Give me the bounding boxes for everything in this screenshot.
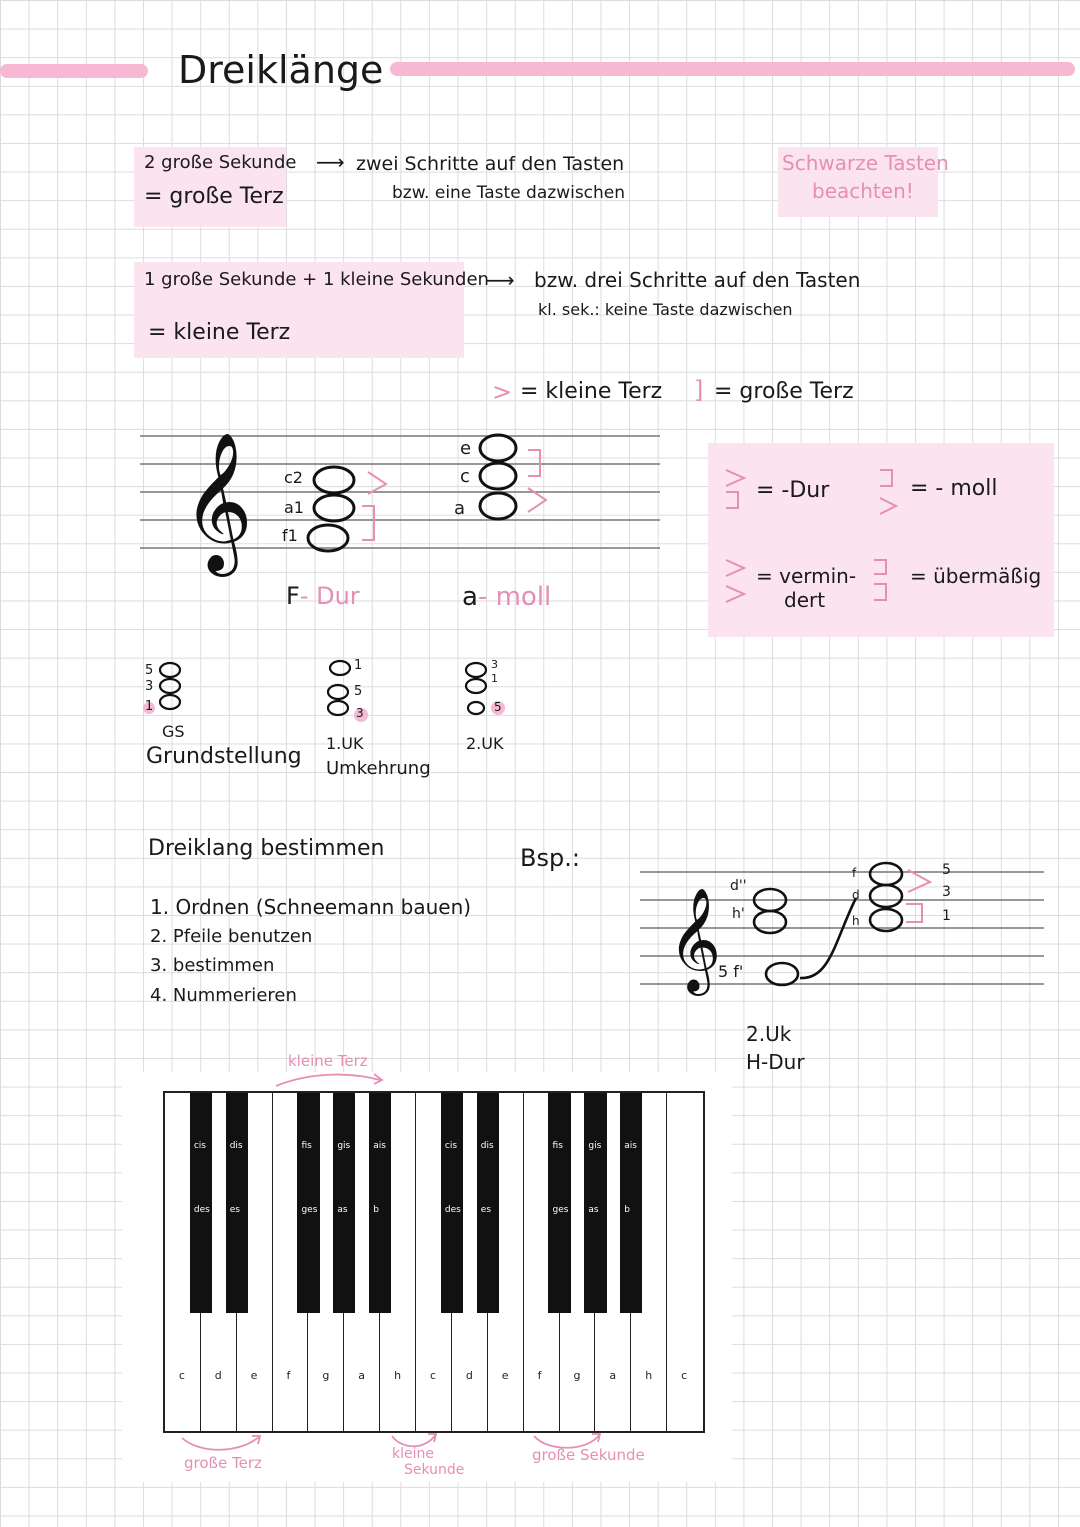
white-key-label: f [537, 1369, 542, 1382]
black-key[interactable] [369, 1093, 391, 1313]
black-key-flat-label: des [444, 1205, 461, 1215]
uk1-num-1: 1 [354, 658, 363, 673]
white-key-label: e [501, 1369, 509, 1382]
page-title: Dreiklänge [178, 48, 384, 92]
black-key[interactable] [190, 1093, 212, 1313]
white-key-label: c [178, 1369, 185, 1382]
black-key-flat-label: es [229, 1205, 240, 1215]
chord2-note-mid: c [460, 466, 470, 487]
bottom-label-grosse-terz: große Terz [184, 1454, 262, 1472]
example-label: Bsp.: [520, 844, 580, 872]
chord2-note-bottom: a [454, 498, 466, 519]
bottom-label-grosse-sekunde: große Sekunde [532, 1446, 645, 1464]
treble-clef-icon-2: 𝄞 [668, 887, 722, 992]
gs-label: Grundstellung [146, 744, 302, 769]
legend-big-text: = große Terz [714, 379, 854, 404]
treble-clef-icon: 𝄞 [182, 432, 253, 571]
example-result-1: 2.Uk [746, 1022, 792, 1046]
chord2-suffix: - moll [477, 582, 552, 612]
reminder-line1: Schwarze Tasten [782, 151, 949, 175]
chord-type-vermindert-2: dert [784, 588, 826, 612]
uk2-num-1: 1 [491, 672, 498, 685]
black-key-sharp-label: dis [229, 1141, 243, 1151]
chord1-note-top: c2 [284, 468, 303, 487]
white-key-label: a [358, 1369, 366, 1382]
uk1-num-3: 3 [356, 706, 364, 720]
example-num-1: 1 [942, 908, 951, 924]
black-key[interactable] [226, 1093, 248, 1313]
chord2-name [462, 582, 551, 612]
example-result-2: H-Dur [746, 1050, 805, 1074]
uk1-num-5: 5 [354, 684, 363, 699]
black-key-flat-label: es [480, 1205, 492, 1215]
black-key-flat-label: des [193, 1205, 210, 1215]
note1-line1: 2 große Sekunde [144, 152, 297, 173]
black-key-flat-label: as [588, 1205, 599, 1215]
white-key-label: d [465, 1369, 473, 1382]
note1-arrow-line2: bzw. eine Taste dazwischen [392, 183, 626, 203]
black-key-sharp-label: fis [301, 1141, 312, 1151]
black-key-sharp-label: cis [444, 1141, 458, 1151]
chord-type-dur: = -Dur [756, 478, 830, 503]
black-key[interactable] [333, 1093, 355, 1313]
white-key-label: h [394, 1369, 402, 1382]
gs-num-3: 3 [145, 679, 154, 694]
white-key-label: d [214, 1369, 222, 1382]
white-key-label: c [430, 1369, 437, 1382]
example-right-h: h [852, 914, 860, 928]
black-key[interactable] [441, 1093, 463, 1313]
chord1-note-bottom: f1 [282, 526, 298, 545]
bottom-label-kleine: kleine [392, 1446, 434, 1462]
note2-line2: = kleine Terz [148, 320, 291, 345]
white-key-label: h [645, 1369, 653, 1382]
note1-arrow-line1: zwei Schritte auf den Tasten [356, 153, 625, 175]
bottom-label-sekunde: Sekunde [404, 1462, 465, 1478]
reminder-line2: beachten! [812, 179, 914, 203]
black-key[interactable] [477, 1093, 499, 1313]
example-right-d: d [852, 888, 860, 902]
steps-item-1: 1. Ordnen (Schneemann bauen) [150, 895, 472, 919]
white-key-label: c [681, 1369, 688, 1382]
legend-big-symbol: ] [694, 376, 704, 404]
steps-heading: Dreiklang bestimmen [148, 836, 385, 861]
white-key-label: g [322, 1369, 330, 1382]
inversion-notes [140, 656, 520, 736]
gs-num-5: 5 [145, 663, 154, 678]
white-key-label: g [573, 1369, 581, 1382]
chord-type-uebermaessig: = übermäßig [910, 564, 1042, 588]
example-num-5: 5 [942, 862, 951, 878]
chord-type-vermindert-1: = vermin- [756, 564, 857, 588]
chord-type-moll: = - moll [910, 476, 998, 501]
legend-small-text: = kleine Terz [520, 379, 663, 404]
black-key-flat-label: b [373, 1205, 379, 1215]
chord1-letter: F [286, 582, 300, 610]
note2-line1: 1 große Sekunde + 1 kleine Sekunden [144, 269, 489, 290]
black-key[interactable] [620, 1093, 642, 1313]
gs-num-1: 1 [145, 699, 154, 714]
chord1-suffix: - Dur [299, 582, 360, 610]
uk1-abbr: 1.UK [326, 734, 364, 753]
example-note-d: d'' [730, 878, 747, 894]
title-bar-right [390, 62, 1075, 76]
black-key-sharp-label: gis [588, 1141, 602, 1151]
steps-item-4: 4. Nummerieren [150, 985, 297, 1006]
title-bar-left [0, 64, 148, 78]
keyboard-top-label: kleine Terz [288, 1052, 368, 1070]
note2-arrow: ⟶ [486, 268, 515, 292]
white-key-label: f [286, 1369, 291, 1382]
black-key[interactable] [297, 1093, 319, 1313]
black-key-sharp-label: fis [552, 1141, 563, 1151]
black-key-flat-label: b [624, 1205, 630, 1215]
white-key-label: a [609, 1369, 617, 1382]
black-key[interactable] [584, 1093, 606, 1313]
chord2-note-top: e [460, 438, 472, 459]
note2-arrow-line1: bzw. drei Schritte auf den Tasten [534, 268, 861, 292]
gs-abbr: GS [162, 722, 185, 741]
chord1-name [286, 582, 360, 610]
black-key-flat-label: ges [301, 1205, 318, 1215]
black-key-sharp-label: ais [624, 1141, 637, 1151]
black-key-flat-label: as [337, 1205, 348, 1215]
black-key-sharp-label: gis [337, 1141, 351, 1151]
black-key[interactable] [548, 1093, 570, 1313]
steps-item-3: 3. bestimmen [150, 955, 275, 976]
black-key-sharp-label: ais [373, 1141, 386, 1151]
staff1 [140, 430, 660, 571]
note1-arrow: ⟶ [316, 150, 345, 174]
example-note-f: 5 f' [718, 962, 744, 981]
uk2-num-5: 5 [494, 700, 502, 714]
black-key-sharp-label: dis [480, 1141, 494, 1151]
example-right-f: f [852, 866, 857, 880]
chord2-letter: a [462, 582, 478, 612]
uk2-abbr: 2.UK [466, 734, 504, 753]
note2-arrow-line2: kl. sek.: keine Taste dazwischen [538, 300, 793, 319]
example-note-h: h' [732, 906, 745, 922]
note1-line2: = große Terz [144, 184, 284, 209]
black-key-sharp-label: cis [193, 1141, 206, 1151]
steps-item-2: 2. Pfeile benutzen [150, 926, 313, 947]
black-key-flat-label: ges [552, 1205, 569, 1215]
uk1-label: Umkehrung [326, 758, 431, 779]
example-num-3: 3 [942, 884, 951, 900]
keyboard-top-arrow [270, 1070, 390, 1090]
example-staff [640, 870, 1044, 990]
chord1-note-mid: a1 [284, 498, 304, 517]
white-key-label: e [250, 1369, 258, 1382]
legend-small-symbol: > [492, 378, 513, 406]
uk2-num-3: 3 [491, 658, 498, 671]
piano-keyboard [163, 1091, 705, 1433]
